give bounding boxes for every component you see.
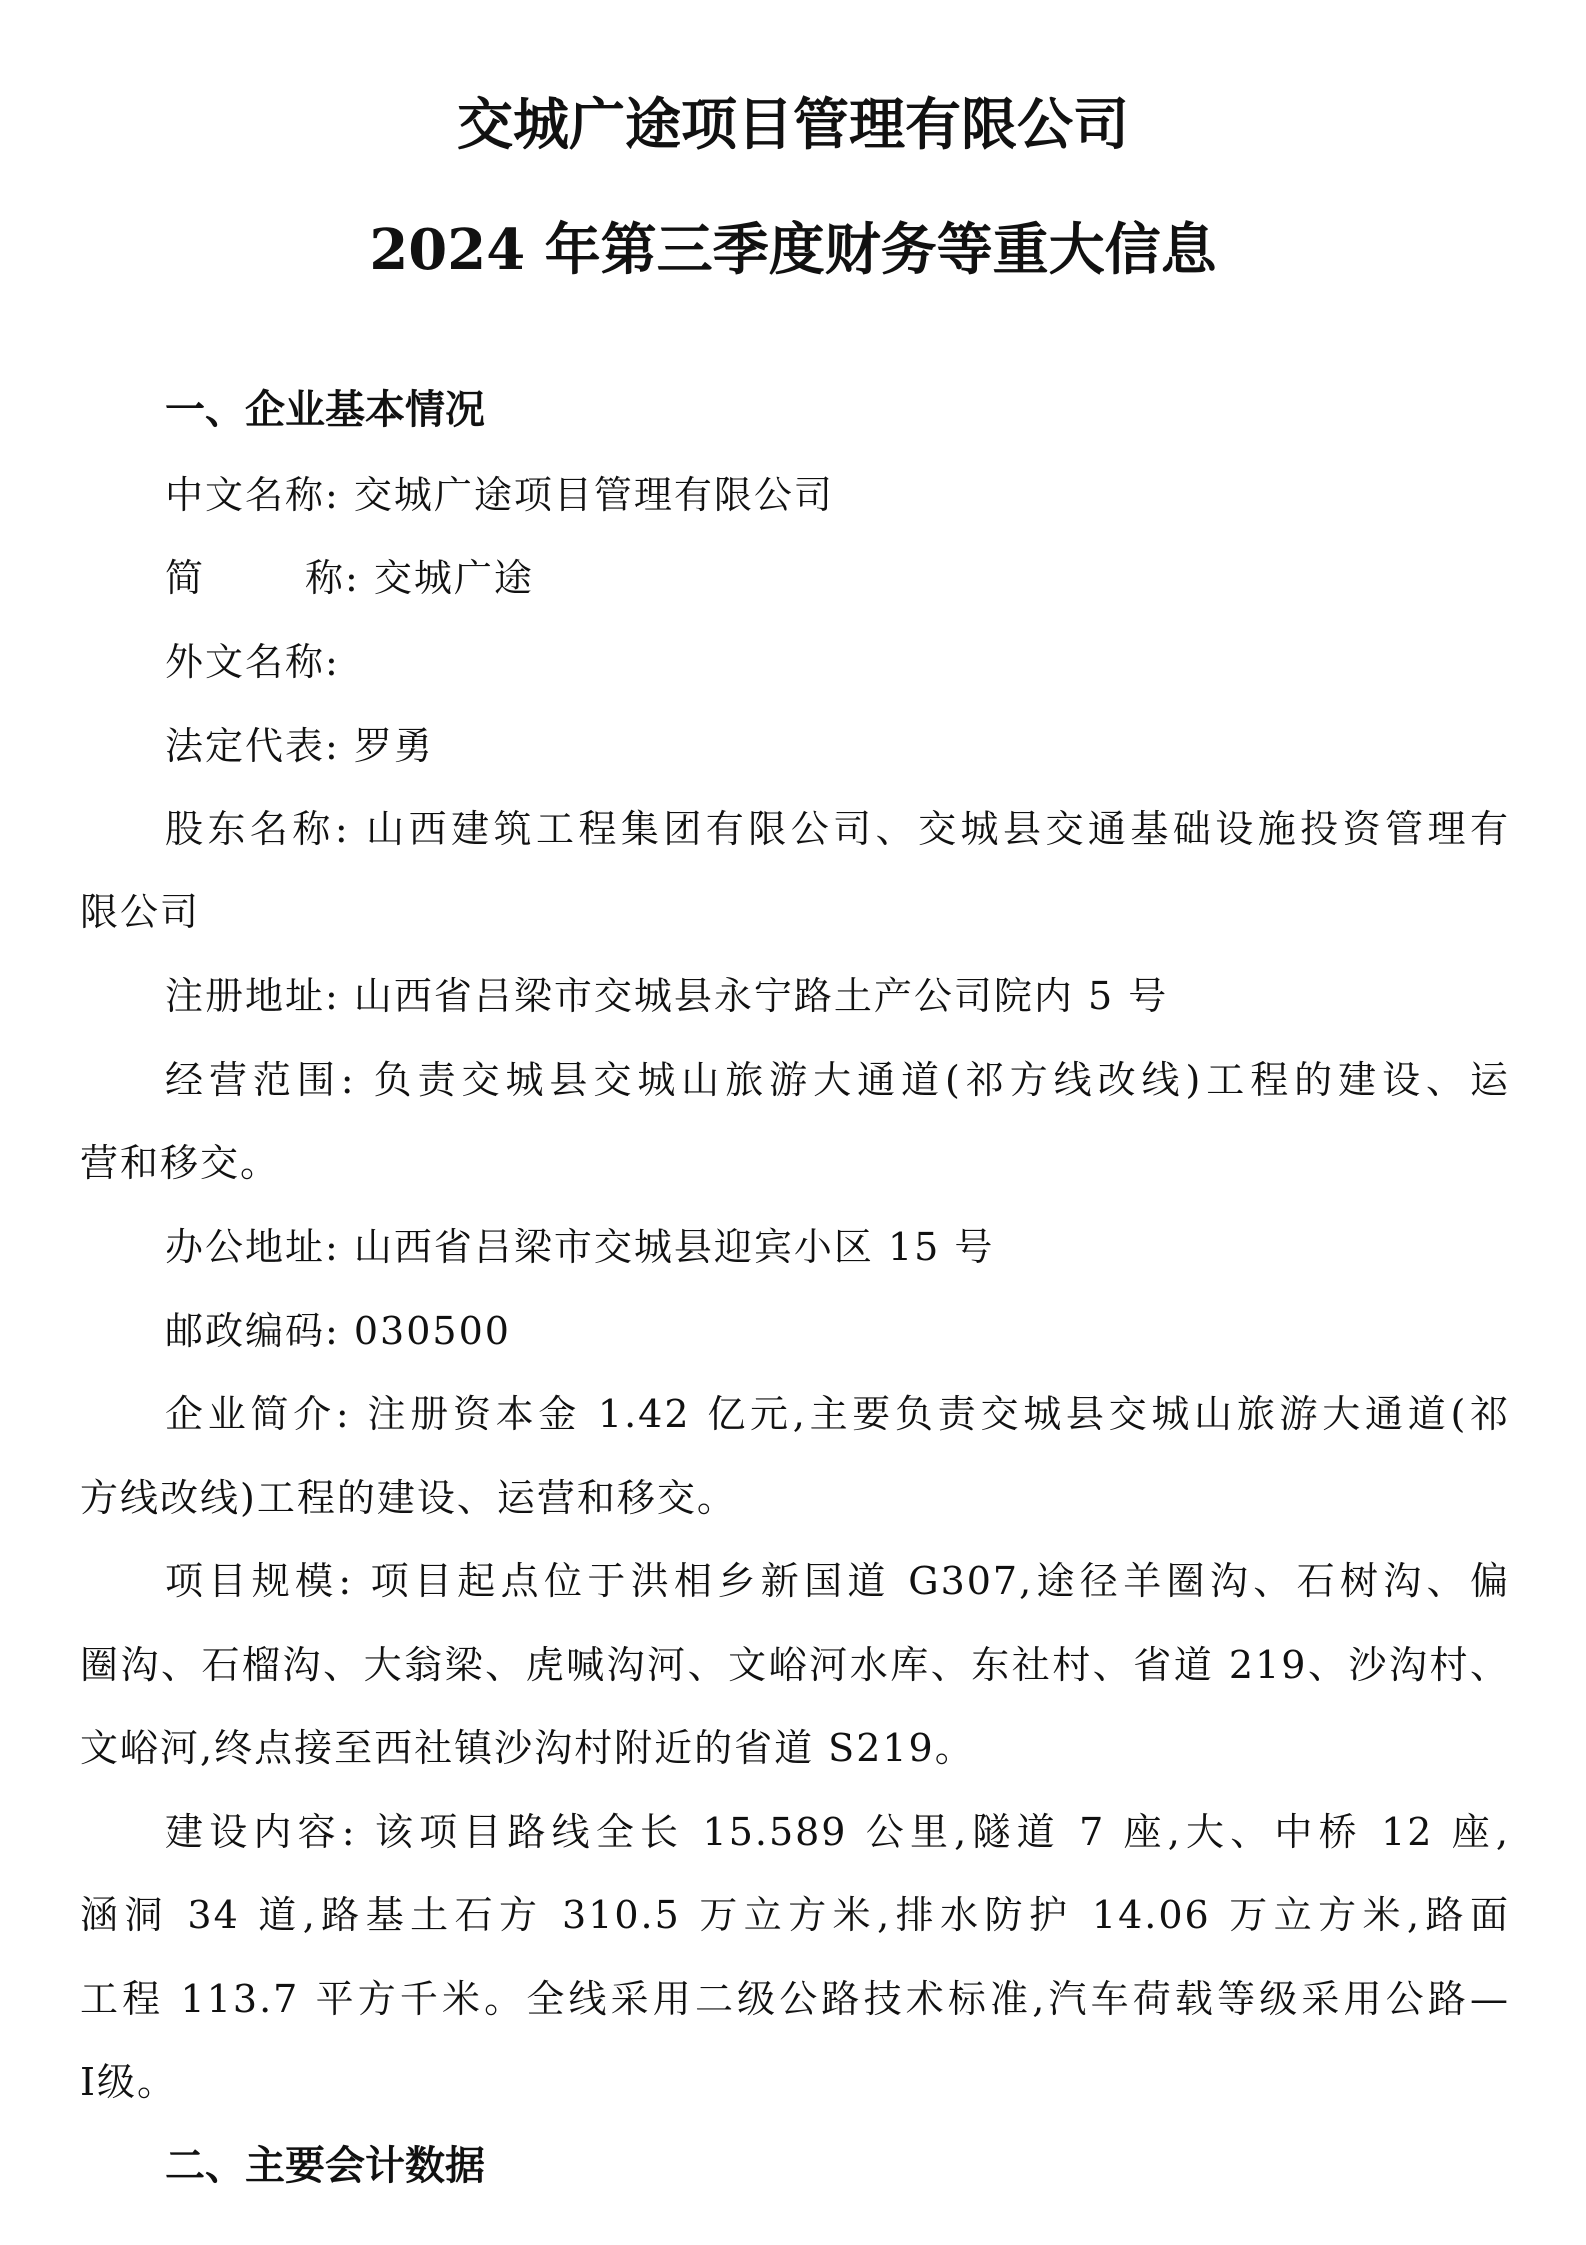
field-value: 罗勇 [353,724,434,768]
field-office-address: 办公地址: 山西省吕梁市交城县迎宾小区 15 号 [165,1225,995,1269]
field-label-part: 简 [165,556,206,600]
field-legal-representative [165,718,434,774]
field-postal-code: 邮政编码: 030500 [165,1309,511,1353]
field-label: 法定代表: [165,724,340,768]
field-short-name [165,550,534,606]
field-label-part: 称: [305,556,360,600]
field-label: 外文名称: [165,640,340,684]
field-business-scope: 经营范围: 负责交城县交城山旅游大通道(祁方线改线)工程的建设、运 [165,1058,1510,1102]
document-title: 交城广途项目管理有限公司 [457,92,1129,158]
field-construction-content-cont: 工程 113.7 平方千米。全线采用二级公路技术标准,汽车荷载等级采用公路— [80,1977,1510,2021]
field-company-intro-cont: 方线改线)工程的建设、运营和移交。 [80,1476,737,1520]
field-registered-address: 注册地址: 山西省吕梁市交城县永宁路土产公司院内 5 号 [165,974,1169,1018]
field-chinese-name [165,467,834,523]
field-value: 交城广途 [373,556,534,600]
field-construction-content: 建设内容: 该项目路线全长 15.589 公里,隧道 7 座,大、中桥 12 座, [165,1810,1510,1854]
field-shareholders: 股东名称: 山西建筑工程集团有限公司、交城县交通基础设施投资管理有 [165,807,1510,851]
field-foreign-name [165,634,340,690]
field-value: 交城广途项目管理有限公司 [353,473,834,517]
field-project-scale: 项目规模: 项目起点位于洪相乡新国道 G307,途径羊圈沟、石树沟、偏 [165,1559,1510,1603]
section-heading-accounting-data: 二、主要会计数据 [165,2142,485,2189]
field-business-scope-cont: 营和移交。 [80,1141,281,1185]
document-subtitle: 2024 年第三季度财务等重大信息 [369,217,1217,283]
field-construction-content-cont: 涵洞 34 道,路基土石方 310.5 万立方米,排水防护 14.06 万立方米,路面 [80,1893,1510,1937]
field-shareholders-cont: 限公司 [80,890,201,934]
section-heading-basic-info: 一、企业基本情况 [165,386,485,433]
field-construction-content-cont: Ⅰ级。 [80,2060,178,2104]
field-company-intro: 企业简介: 注册资本金 1.42 亿元,主要负责交城县交城山旅游大通道(祁 [165,1392,1510,1436]
field-project-scale-cont: 圈沟、石榴沟、大翁梁、虎喊沟河、文峪河水库、东社村、省道 219、沙沟村、 [80,1643,1510,1687]
field-label: 中文名称: [165,473,340,517]
field-project-scale-cont: 文峪河,终点接至西社镇沙沟村附近的省道 S219。 [80,1726,975,1770]
